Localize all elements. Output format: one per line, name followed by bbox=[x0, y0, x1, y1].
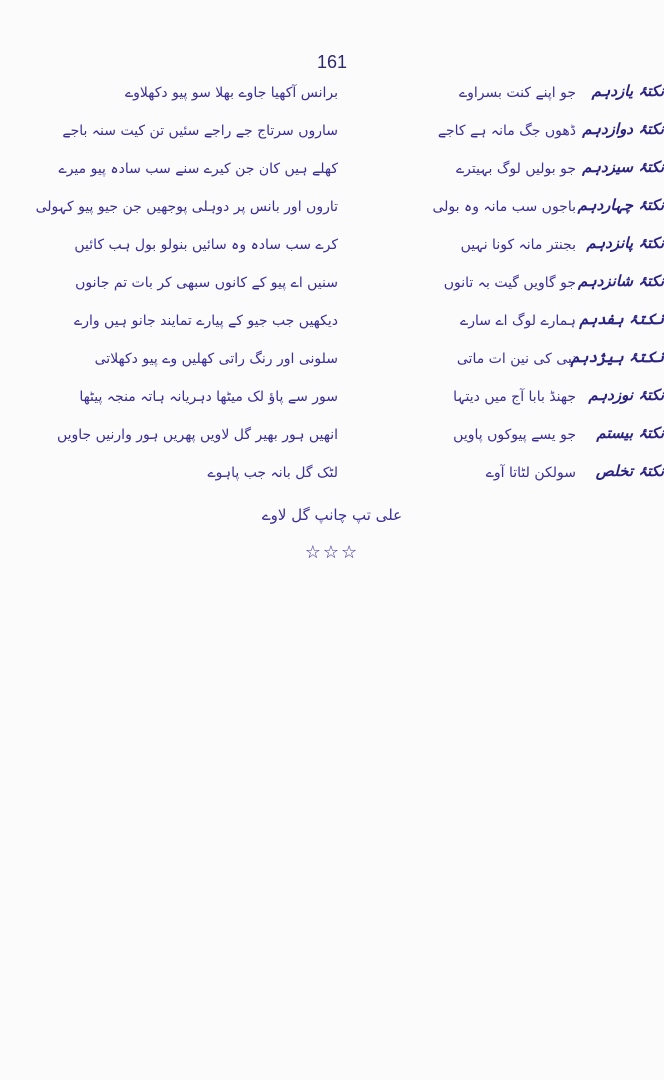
verse-first-half: جو اپنے کنت بسراوے bbox=[458, 85, 576, 101]
verse-first-half: ڈھوں جگ مانہ ہے کاجے bbox=[437, 123, 576, 139]
verse-row bbox=[56, 424, 664, 462]
verse-second-half: برانس آکھیا جاوے بھلا سو پیو دکھلاوے bbox=[124, 85, 338, 101]
verse-first-half: باجوں سب مانہ وہ بولی bbox=[432, 199, 576, 215]
verse-second-half: لٹک گل بانہ جب پاہوے bbox=[207, 465, 338, 481]
verse-heading: نکتۂ بیستم bbox=[596, 424, 664, 442]
verse-heading: نکتۂ شانزدہم bbox=[577, 272, 664, 290]
verse-heading: نکتۂ سیزدہم bbox=[582, 158, 664, 176]
verse-first-half: جو گاویں گیت بہ تانوں bbox=[443, 275, 576, 291]
verse-row bbox=[58, 158, 664, 196]
verse-row bbox=[96, 82, 664, 120]
verse-first-half: جو بولیں لوگ بہیترے bbox=[455, 161, 576, 177]
verse-heading: نکتۂ ہیژدہم bbox=[570, 348, 664, 366]
verse-row bbox=[94, 348, 664, 386]
poem-body bbox=[35, 82, 664, 500]
verse-second-half: سنیں اے پیو کے کانوں سبھی کر بات تم جانوں bbox=[75, 275, 338, 291]
closing-line: علی تپ چانپ گل لاوے bbox=[261, 506, 403, 524]
verse-row bbox=[79, 386, 664, 424]
verse-row bbox=[75, 272, 664, 310]
verse-row bbox=[74, 234, 664, 272]
verse-first-half: جھنڈ بابا آج میں دیتہا bbox=[453, 389, 576, 405]
verse-second-half: تاروں اور بانس پر دوہلی پوجھیں جن جیو پیو کہولی bbox=[35, 199, 338, 215]
verse-first-half: ہمارے لوگ اے سارے bbox=[460, 313, 576, 329]
verse-second-half: کھلے ہیں کان جن کیرے سنے سب سادہ پیو میرے bbox=[58, 161, 338, 177]
verse-row bbox=[73, 310, 664, 348]
verse-second-half: ساروں سرتاج جے راجے سئیں تن کیت سنہ باجے bbox=[62, 123, 338, 139]
verse-row bbox=[62, 120, 664, 158]
verse-row bbox=[35, 196, 664, 234]
verse-heading: نکتۂ یازدہم bbox=[591, 82, 664, 100]
verse-second-half: سلونی اور رنگ راتی کھلیں وے پیو دکھلاتی bbox=[94, 351, 338, 367]
section-end-stars: ☆☆☆ bbox=[304, 542, 360, 563]
verse-heading: نکتۂ تخلص bbox=[595, 462, 664, 480]
verse-first-half: جو یسے پیوکوں پاویں bbox=[453, 427, 576, 443]
verse-first-half: بجنتر مانہ کونا نہیں bbox=[460, 237, 576, 253]
page-number: 161 bbox=[316, 52, 348, 72]
verse-row bbox=[96, 462, 664, 500]
verse-heading: نکتۂ دوازدہم bbox=[582, 120, 664, 138]
verse-second-half: کرے سب سادہ وہ سائیں بنولو بول ہب کائیں bbox=[74, 237, 338, 253]
verse-second-half: انھیں ہور بھیر گل لاویں پھریں ہور وارنیں جاویں bbox=[56, 427, 338, 443]
verse-first-half: نبی کی نین ات ماتی bbox=[456, 351, 576, 367]
verse-first-half: سولکن لٹاتا آوے bbox=[485, 465, 576, 481]
verse-heading: نکتۂ چہاردہم bbox=[577, 196, 664, 214]
verse-heading: نکتۂ پانزدہم bbox=[586, 234, 664, 252]
verse-second-half: سور سے پاؤ لک میٹھا دہریانہ ہاتہ منجہ پیٹھا bbox=[79, 389, 338, 405]
verse-heading: نکتۂ ہفدہم bbox=[579, 310, 664, 328]
verse-heading: نکتۂ نوزدہم bbox=[588, 386, 664, 404]
verse-second-half: دیکھیں جب جیو کے پیارے تمایند جانو ہیں وارے bbox=[73, 313, 338, 329]
